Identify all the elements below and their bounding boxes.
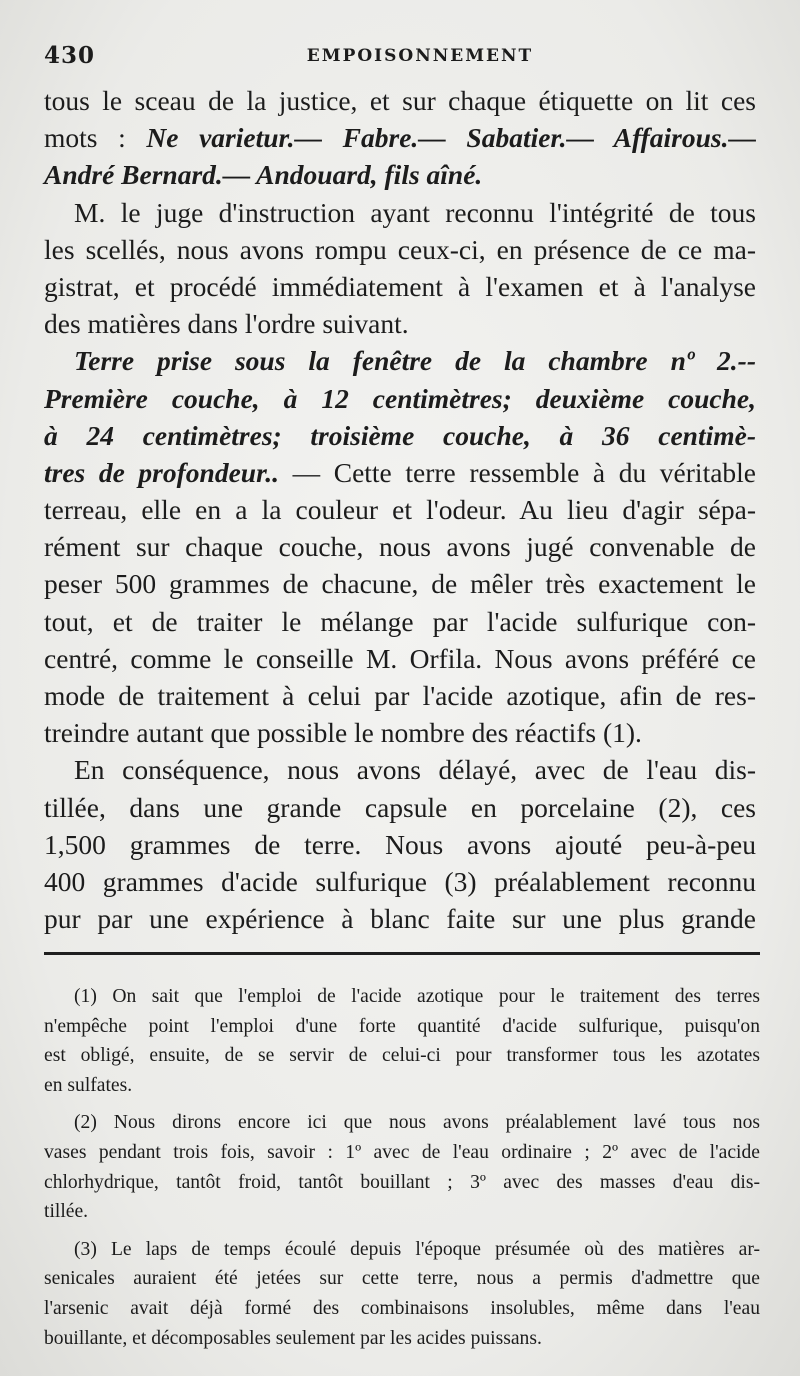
- footnote-2: [44, 1108, 760, 1226]
- text-segment: mots :: [44, 122, 147, 154]
- paragraph-4: [44, 751, 756, 937]
- footnote-line: (3) Le laps de temps écoulé depuis l'époque présumée où des matières ar-: [74, 1238, 760, 1260]
- text-line: tous le sceau de la justice, et sur chaque étiquette on lit ces: [44, 85, 756, 116]
- section-heading-end: tres de profondeur..: [44, 456, 280, 488]
- text-line: gistrat, et procédé immédiatement à l'examen et à l'analyse: [44, 270, 756, 302]
- italic-names-line: André Bernard.— Andouard, fils aîné.: [44, 159, 483, 191]
- paragraph-2: [44, 194, 756, 343]
- page-header: [44, 42, 756, 72]
- footnote-line: tillée.: [44, 1201, 89, 1223]
- text-line: les scellés, nous avons rompu ceux-ci, en présence de ce ma-: [44, 233, 756, 265]
- footnote-line: l'arsenic avait déjà formé des combinaisons insolubles, même dans l'eau: [44, 1297, 760, 1319]
- text-line: 1,500 grammes de terre. Nous avons ajouté peu-à-peu: [44, 828, 756, 860]
- italic-names: Ne varietur.— Fabre.— Sabatier.— Affairous.—: [146, 122, 756, 154]
- footnote-line: n'empêche point l'emploi d'une forte quantité d'acide sulfurique, puisqu'on: [44, 1015, 760, 1037]
- text-line: des matières dans l'ordre suivant.: [44, 308, 409, 340]
- section-heading-line: Terre prise sous la fenêtre de la chambre nº 2.--: [74, 345, 756, 377]
- body-text: [44, 82, 756, 937]
- text-line: treindre autant que possible le nombre des réactifs (1).: [44, 717, 642, 749]
- footnote-line: (2) Nous dirons encore ici que nous avons préalablement lavé tous nos: [74, 1112, 760, 1134]
- footnote-line: senicales auraient été jetées sur cette terre, nous a permis d'admettre que: [44, 1268, 760, 1290]
- text-line: [44, 119, 756, 156]
- text-line: tout, et de traiter le mélange par l'acide sulfurique con-: [44, 605, 756, 637]
- text-line: centré, comme le conseille M. Orfila. Nous avons préféré ce: [44, 642, 756, 674]
- text-segment: — Cette terre ressemble à du véritable: [279, 456, 757, 488]
- footnote-1: [44, 982, 760, 1100]
- section-heading-line: Première couche, à 12 centimètres; deuxième couche,: [44, 382, 756, 414]
- footnote-line: (1) On sait que l'emploi de l'acide azotique pour le traitement des terres: [74, 986, 760, 1007]
- text-line: peser 500 grammes de chacune, de mêler très exactement le: [44, 568, 756, 600]
- page-number: 430: [44, 42, 96, 69]
- text-line: 400 grammes d'acide sulfurique (3) préalablement reconnu: [44, 865, 756, 897]
- text-line: tillée, dans une grande capsule en porcelaine (2), ces: [44, 791, 756, 823]
- footnotes: [44, 982, 760, 1361]
- running-head: EMPOISONNEMENT: [306, 46, 534, 66]
- footnote-3: [44, 1235, 760, 1353]
- footnote-separator: [44, 952, 760, 955]
- text-line: [44, 454, 756, 491]
- section-heading-line: à 24 centimètres; troisième couche, à 36 centimè-: [44, 419, 756, 451]
- footnote-line: est obligé, ensuite, de se servir de celui-ci pour transformer tous les azotates: [44, 1045, 760, 1067]
- text-line: mode de traitement à celui par l'acide azotique, afin de res-: [44, 680, 756, 711]
- text-line: terreau, elle en a la couleur et l'odeur. Au lieu d'agir sépa-: [44, 494, 756, 526]
- paragraph-1: [44, 82, 756, 194]
- text-line: En conséquence, nous avons délayé, avec de l'eau dis-: [74, 754, 756, 786]
- footnote-line: bouillante, et décomposables seulement par les acides puissans.: [44, 1327, 542, 1349]
- footnote-line: vases pendant trois fois, savoir : 1º avec de l'eau ordinaire ; 2º avec de l'acide: [44, 1141, 760, 1163]
- text-line: rément sur chaque couche, nous avons jugé convenable de: [44, 531, 756, 563]
- text-line: M. le juge d'instruction ayant reconnu l'intégrité de tous: [74, 196, 756, 228]
- footnote-line: chlorhydrique, tantôt froid, tantôt bouillant ; 3º avec des masses d'eau dis-: [44, 1171, 760, 1193]
- text-line: pur par une expérience à blanc faite sur une plus grande: [44, 903, 756, 935]
- paragraph-3: [44, 342, 756, 751]
- footnote-line: en sulfates.: [44, 1074, 133, 1096]
